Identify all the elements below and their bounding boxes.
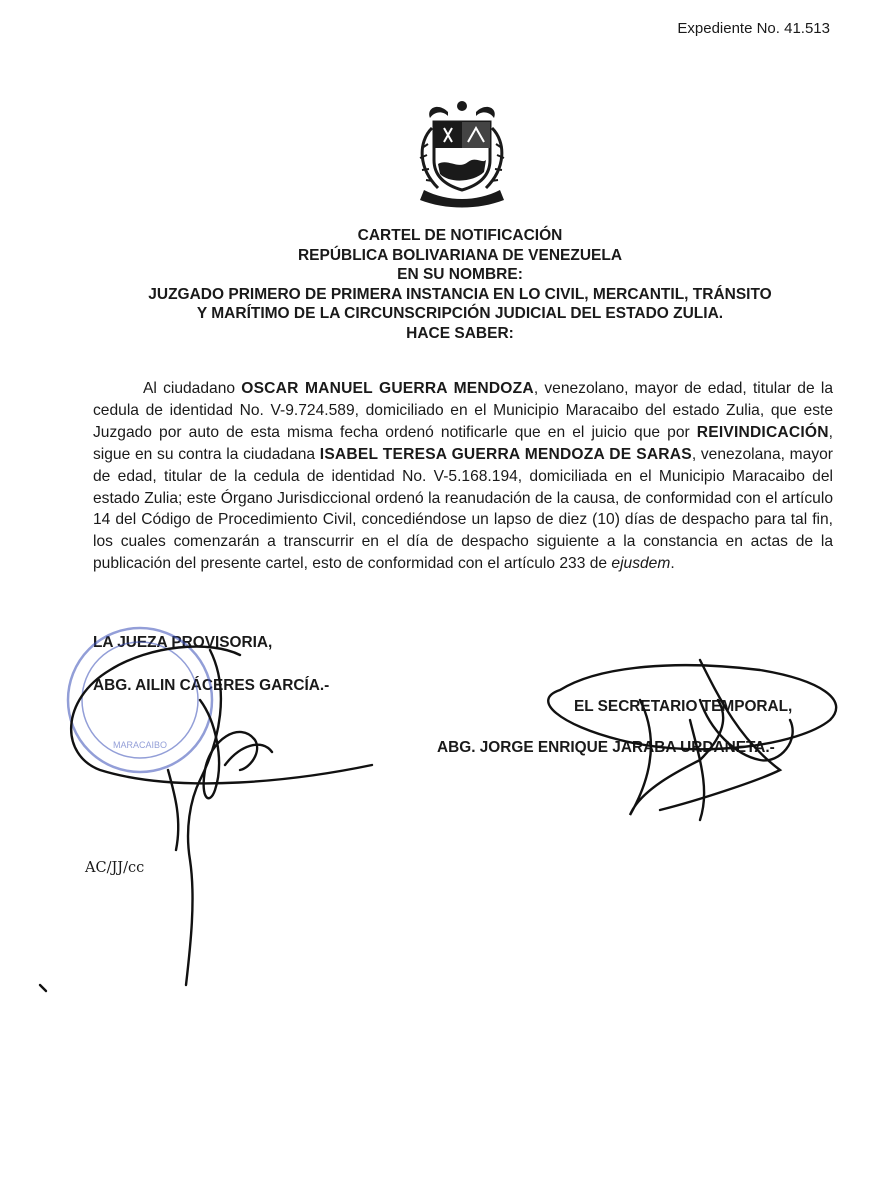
coat-of-arms-emblem — [408, 98, 516, 210]
header-title: CARTEL DE NOTIFICACIÓN — [357, 227, 563, 244]
plaintiff-name: ISABEL TERESA GUERRA MENDOZA DE SARAS — [319, 445, 692, 463]
stamp-text: MARACAIBO — [112, 740, 168, 750]
body-text-4: , venezolana, mayor de edad, titular de la cedula de identidad No. V-5.168.194, domiciliada en el Municipio Maracaibo del estado Zulia; este Órgano Jurisdiccional ordenó la reanudación de la causa, de conformidad con el artículo 14 del Código de Procedimiento Civil, concediéndose un lapso de diez (10) días de despacho para tal fin, los cuales comenzarán a transcurrir en el día de despacho siguiente a la constancia en actas de la publicación del presente cartel, esto de conformidad con el artículo 233 de — [93, 445, 833, 573]
judge-title: LA JUEZA PROVISORIA, — [93, 634, 273, 651]
header-court-line-1: JUZGADO PRIMERO DE PRIMERA INSTANCIA EN LO CIVIL, MERCANTIL, TRÁNSITO — [148, 285, 772, 303]
claim-type: REIVINDICACIÓN — [696, 423, 829, 441]
document-header — [60, 226, 860, 344]
ejusdem-term: ejusdem — [611, 555, 671, 573]
body-text-2: , venezolano, mayor de edad, titular de la cedula de identidad No. V-9.724.589, domiciliado en el Municipio Maracaibo del estado Zulia, que este Juzgado por auto de esta misma fecha ordenó notificarle que en el juicio que por — [93, 380, 833, 441]
header-court-line-2: Y MARÍTIMO DE LA CIRCUNSCRIPCIÓN JUDICIAL DEL ESTADO ZULIA. — [196, 305, 724, 323]
notified-person-name: OSCAR MANUEL GUERRA MENDOZA — [241, 380, 534, 397]
body-text-3: , sigue en su contra la ciudadana — [93, 423, 833, 463]
secretary-title: EL SECRETARIO TEMPORAL, — [574, 698, 793, 715]
expediente-number: Expediente No. 41.513 — [677, 20, 830, 37]
secretary-name: ABG. JORGE ENRIQUE JARABA URDANETA.- — [437, 739, 775, 756]
judge-signature — [40, 647, 372, 991]
body-text-5: . — [670, 555, 675, 573]
judge-name: ABG. AILIN CÁCERES GARCÍA.- — [93, 677, 330, 694]
notification-body — [93, 378, 833, 575]
body-paragraph — [93, 378, 833, 575]
header-en-su-nombre: EN SU NOMBRE: — [397, 266, 523, 284]
header-republic: REPÚBLICA BOLIVARIANA DE VENEZUELA — [297, 246, 623, 264]
typist-initials: AC/JJ/cc — [85, 860, 145, 876]
header-hace-saber: HACE SABER: — [406, 324, 514, 342]
body-text-1: Al ciudadano — [143, 380, 242, 397]
